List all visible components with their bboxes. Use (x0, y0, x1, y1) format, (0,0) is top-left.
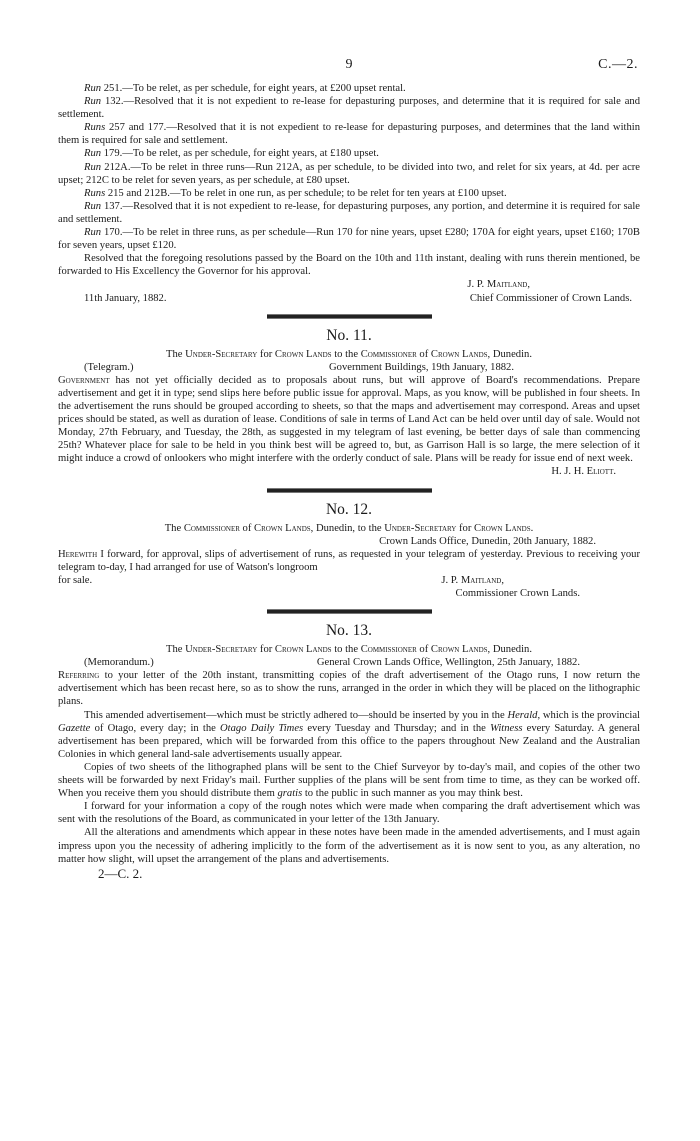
memo-paragraph-1 (58, 669, 640, 708)
document-number: No. 13. (325, 622, 373, 640)
resolution-text: 179.—To be relet, as per schedule, for eight years, at £180 upset. (101, 148, 379, 160)
addr-part: Crown Lands (254, 522, 311, 534)
addr-part: Crown Lands (430, 348, 488, 360)
document-page (58, 0, 640, 881)
section-divider (267, 609, 432, 614)
resolution-runs-215-212b (58, 187, 640, 200)
memo-paragraph-2 (58, 709, 640, 761)
newspaper-name: Herald (507, 709, 538, 721)
letter-body (58, 548, 640, 574)
resolution-text: 137.—Resolved that it is not expedient to re-lease, for depasturing purposes, any portion, and determine it is required for sale and settlement. (58, 200, 640, 225)
resolution-run-132 (58, 95, 640, 121)
address-line (58, 643, 640, 656)
addr-part: to the (331, 644, 361, 656)
newspaper-name: Otago Daily Times (220, 722, 304, 734)
place-date: Crown Lands Office, Dunedin, 20th January, 1882. (379, 535, 596, 547)
addr-part: , Dunedin, to the (310, 522, 385, 534)
addr-part: Commissioner (183, 522, 240, 534)
run-label: Runs (84, 122, 106, 134)
signature-mark: 2—C. 2. (98, 865, 143, 881)
resolution-text: 215 and 212B.—To be relet in one run, as per schedule; to be relet for ten years at £100 upset. (105, 187, 507, 199)
place-date-line (58, 656, 640, 669)
signature: H. J. H. Eliott. (551, 466, 616, 478)
body-text: This amended advertisement—which must be strictly adhered to—should be inserted by you in the (84, 709, 508, 721)
run-label: Run (84, 83, 102, 94)
body-text: Copies of two sheets of the lithographed plans will be sent to the Chief Surveyor by to-day's mail, and copies of the other two sheets will be forwarded by next Friday's mail. Further supplies of the plans will be sent from time to time, as they can be worked off. When you receive them you should distribute them (58, 761, 640, 800)
addr-part: of (239, 522, 255, 534)
body-text: to your letter of the 20th instant, transmitting copies of the draft advertisement of the Otago runs, I now return the advertisement which has been recast here, so as to show the runs, arranged in the order in which they will be placed on the lithographic plans. (58, 670, 640, 708)
addr-part: Commissioner (360, 348, 417, 360)
lead-word: Herewith (58, 548, 98, 560)
addr-part: Crown Lands (274, 644, 332, 656)
signatory-title: Commissioner Crown Lands. (455, 588, 580, 599)
addr-part: The (166, 644, 186, 656)
telegram-body (58, 374, 640, 466)
addr-part: Under-Secretary (185, 348, 258, 360)
body-text: every Saturday. A general advertisement has been prepared, which will be forwarded from this office to the papers throughout New Zealand and the Australian Colonies in which general land-sale advertisements usually appear. (58, 722, 641, 760)
lead-word: Government (58, 374, 110, 386)
document-number: No. 11. (326, 326, 372, 344)
resolution-text: 257 and 177.—Resolved that it is not expedient to re-lease for depasturing purposes, and determines that the land within them is required for sale and settlement. (58, 122, 640, 147)
place-date: Government Buildings, 19th January, 1882. (329, 361, 514, 373)
addr-part: Commissioner (360, 644, 417, 656)
run-label: Run (84, 96, 102, 108)
signature: J. P. Maitland, (441, 574, 504, 586)
resolution-runs-257-177 (58, 121, 640, 147)
closing-line (58, 574, 640, 587)
run-label: Run (84, 148, 102, 160)
newspaper-name: Witness (490, 722, 523, 734)
addr-part: Crown Lands (474, 522, 531, 534)
place-date: General Crown Lands Office, Wellington, 25th January, 1882. (316, 657, 580, 669)
body-text: , which is the provincial (537, 709, 641, 721)
addr-part: Crown Lands (430, 644, 488, 656)
run-label: Run (84, 161, 102, 173)
page-header (58, 0, 640, 82)
run-label: Run (84, 227, 102, 239)
resolution-run-170 (58, 226, 640, 252)
addr-part: Under-Secretary (185, 644, 258, 656)
newspaper-name: Gazette (58, 722, 91, 734)
place-date-line (58, 361, 640, 374)
addr-part: to the (331, 348, 361, 360)
doc-11 (58, 326, 640, 479)
section-divider (267, 488, 432, 493)
memo-paragraph-4: I forward for your information a copy of the rough notes which were made when comparing the draft advertisement which was sent with the resolutions of the Board, as communicated in your letter of the 13th January. (58, 801, 640, 826)
resolution-text: 251.—To be relet, as per schedule, for eight years, at £200 upset rental. (101, 83, 406, 94)
dateline (58, 292, 640, 305)
address-line (58, 522, 640, 535)
body-text: to the public in such manner as you may think best. (302, 788, 523, 800)
paper-reference: C.—2. (598, 57, 638, 72)
body-end: for sale. (58, 574, 93, 586)
doc-13 (58, 621, 640, 866)
resolution-run-137 (58, 200, 640, 226)
addr-part: for (456, 522, 474, 534)
resolution-text: 170.—To be relet in three runs, as per schedule—Run 170 for nine years, upset £280; 170A for eight years, upset £160; 170B for seven years, upset £120. (58, 227, 640, 252)
addr-part: of (416, 644, 431, 656)
memo-paragraph-3 (58, 761, 640, 800)
resolution-run-251 (58, 82, 640, 95)
addr-part: . (530, 522, 534, 534)
resolution-text: 132.—Resolved that it is not expedient to re-lease for depasturing purposes, and determine that it is required for sale and settlement. (58, 96, 640, 121)
addr-part: , Dunedin. (487, 348, 532, 360)
addr-part: The (166, 348, 186, 360)
page-number: 9 (345, 57, 353, 72)
run-label: Run (84, 200, 102, 212)
doc-12 (58, 500, 640, 601)
body-text: has not yet officially decided as to proposals about runs, but will approve of Board's recommendations. Prepare advertisement and get it in type; send slips here before public issue for approval. Maps, as you know, will be published in four sheets. In the advertisement the runs should be grouped according to sheets, so that the maps and advertisement may correspond. Areas and upset prices should be stated, as well as duration of lease. Conditions of sale in terms of Land Act can be held over until day of sale. Would not Monday, 27th February, and Tuesday, the 28th, as suggested in my telegram of last evening, be better days of sale than commencing 25th? Whatever place for sale to be held in you think best will be agreed to, but, as Garrison Hall is so large, the mere selection of it might induce a crowd of onlookers who might interfere with the orderly conduct of sale. Plans will be ready for issue end of next week. (58, 374, 640, 465)
addr-part: Under-Secretary (384, 522, 457, 534)
signature: J. P. Maitland, (467, 279, 530, 291)
run-label: Runs (84, 187, 106, 199)
body-text: I forward, for approval, slips of advertisement of runs, as requested in your telegram of yesterday. Previous to receiving your telegram to-day, I had arranged for use of Watson's longroom (58, 548, 640, 573)
doc-10-continuation (58, 82, 640, 305)
letter-date: 11th January, 1882. (84, 292, 167, 304)
addr-part: The (164, 522, 184, 534)
section-divider (267, 314, 432, 319)
lead-word: Referring (58, 670, 100, 682)
document-kind: (Memorandum.) (84, 657, 154, 669)
addr-part: of (416, 348, 431, 360)
resolution-summary: Resolved that the foregoing resolutions passed by the Board on the 10th and 11th instant, dealing with runs therein mentioned, be forwarded to His Excellency the Governor for his approval. (58, 253, 640, 278)
signatory-title: Chief Commissioner of Crown Lands. (469, 292, 632, 304)
document-kind: (Telegram.) (84, 361, 134, 373)
resolution-run-212a (58, 161, 640, 187)
document-number: No. 12. (325, 500, 373, 518)
addr-part: Crown Lands (274, 348, 332, 360)
addr-part: for (257, 348, 275, 360)
emphasis: gratis (277, 788, 303, 800)
body-text: every Tuesday and Thursday; and in the (303, 722, 491, 734)
addr-part: for (257, 644, 275, 656)
address-line (58, 348, 640, 361)
memo-paragraph-5: All the alterations and amendments which appear in these notes have been made in the amended advertisements, and I must again impress upon you the necessity of adhering implicitly to the form of the advertisement as it is now sent to you, as any alteration, no matter how slight, will upset the arrangement of the plans and advertisements. (58, 827, 640, 865)
resolution-text: 212A.—To be relet in three runs—Run 212A, as per schedule, to be divided into two, and relet for six years, at 4d. per acre upset; 212C to be relet for seven years, as per schedule, at £80 upset. (58, 161, 640, 186)
resolution-run-179 (58, 147, 640, 160)
body-text: of Otago, every day; in the (90, 722, 221, 734)
addr-part: , Dunedin. (487, 644, 532, 656)
